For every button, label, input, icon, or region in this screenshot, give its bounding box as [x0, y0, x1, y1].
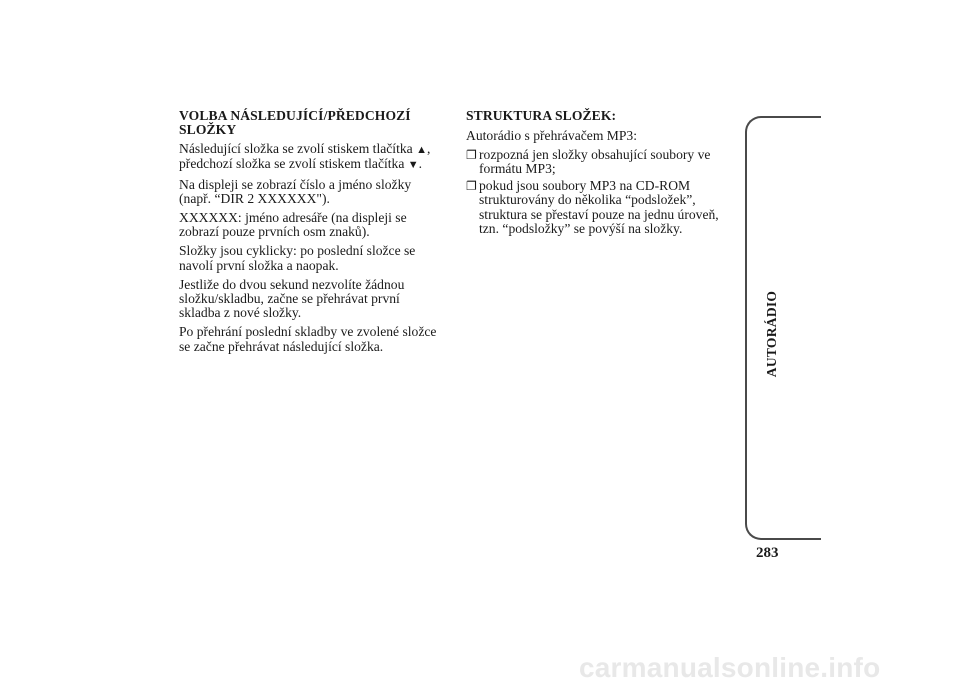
paragraph-auto-play: Jestliže do dvou sekund nezvolíte žádnou složku/skladbu, začne se přehrávat první skladba z nové složky.	[179, 276, 405, 321]
watermark: carmanualsonline.info	[579, 652, 881, 683]
page-number: 283	[756, 545, 779, 561]
text-previous-folder: , předchozí složka se zvolí stiskem tlačítka	[179, 141, 431, 172]
up-arrow-icon: ▲	[416, 144, 427, 157]
checkbox-bullet-icon	[466, 148, 477, 162]
text-period: .	[418, 156, 423, 172]
section-tab-text: AUTORÁDIO	[763, 290, 779, 378]
bullet-text: rozpozná jen složky obsahující soubory ve formátu MP3;	[479, 146, 711, 176]
checkbox-bullet-icon	[466, 179, 477, 193]
text-next-folder: Následující složka se zvolí stiskem tlačítka	[179, 141, 413, 157]
right-column	[466, 109, 736, 239]
paragraph-directory-name: XXXXXX: jméno adresáře (na displeji se zobrazí pouze prvních osm znaků).	[179, 210, 407, 240]
paragraph-next-folder-play: Po přehrání poslední skladby ve zvolené složce se začne přehrávat následující složka.	[179, 324, 437, 354]
section-tab-label	[763, 290, 779, 378]
section-heading-folder-structure: STRUKTURA SLOŽEK:	[466, 108, 617, 123]
paragraph-folder-buttons	[179, 142, 441, 172]
list-item	[466, 148, 736, 176]
list-item	[466, 179, 736, 236]
bullet-text: pokud jsou soubory MP3 na CD-ROM strukturovány do několika “podsložek”, struktura se přestaví pouze na jednu úroveň, tzn. “podsložky” se povýší na složky.	[479, 178, 719, 236]
section-tab	[745, 116, 821, 540]
paragraph-mp3-intro: Autorádio s přehrávačem MP3:	[466, 127, 638, 143]
paragraph-cyclic-folders: Složky jsou cyklicky: po poslední složce se navolí první složka a naopak.	[179, 243, 416, 273]
section-heading-folder-selection: VOLBA NÁSLEDUJÍCÍ/PŘEDCHOZÍ SLOŽKY	[179, 108, 411, 137]
down-arrow-icon: ▼	[407, 159, 419, 172]
left-column	[179, 109, 441, 359]
bullet-list	[466, 148, 736, 236]
paragraph-display-info: Na displeji se zobrazí číslo a jméno složky (např. “DIR 2 XXXXXX").	[179, 176, 412, 206]
